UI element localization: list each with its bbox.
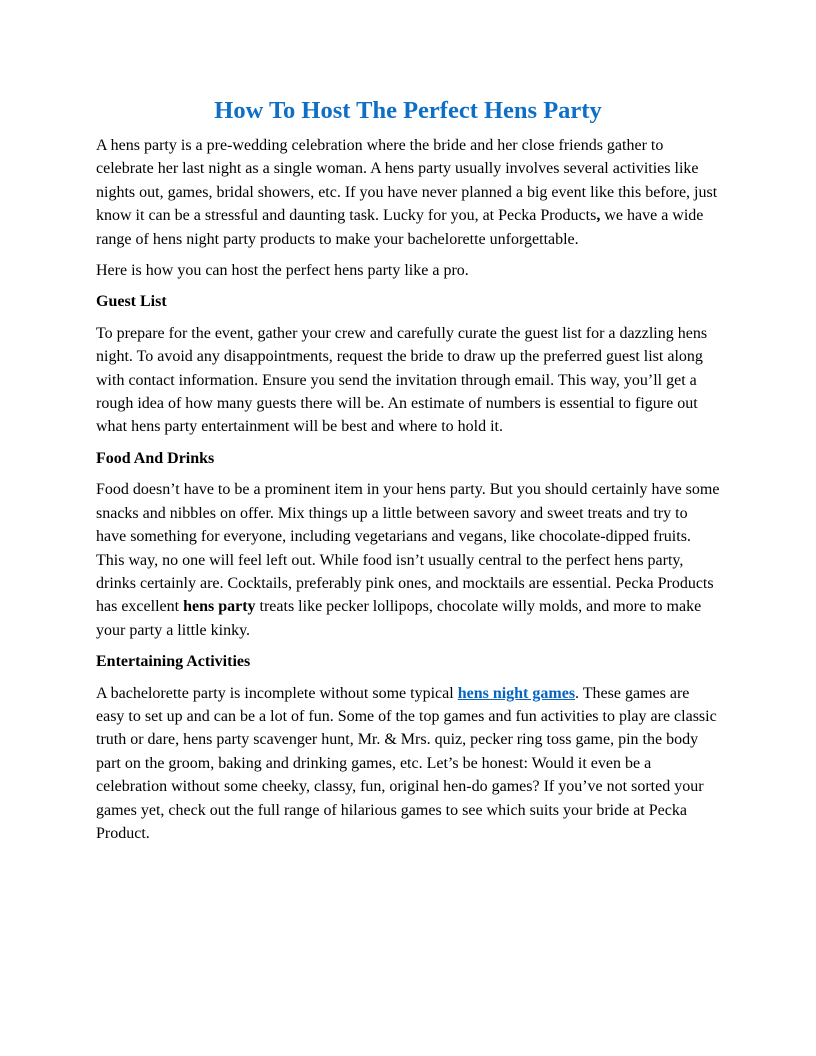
- guest-list-heading: Guest List: [96, 293, 167, 311]
- food-paragraph: [96, 478, 720, 642]
- activities-paragraph: [96, 682, 720, 846]
- activities-heading: Entertaining Activities: [96, 653, 251, 671]
- food-bold-term: hens party: [183, 598, 256, 616]
- activities-text-part2: . These games are easy to set up and can be a lot of fun. Some of the top games and fun activities to play are classic truth or dare, hens party scavenger hunt, Mr. & Mrs. quiz, pecker ring toss game, pin the body part on the groom, baking and drinking games, etc. Let’s be honest: Would it even be a celebration without some cheeky, classy, fun, original hen-do games? If you’ve not sorted your games yet, check out the full range of hilarious games to see which suits your bride at Pecka Product.: [96, 684, 717, 842]
- guest-list-paragraph: To prepare for the event, gather your crew and carefully curate the guest list for a dazzling hens night. To avoid any disappointments, request the bride to draw up the preferred guest list along with contact information. Ensure you send the invitation through email. This way, you’ll get a rough idea of how many guests there will be. An estimate of numbers is essential to figure out what hens party entertainment will be best and where to hold it.: [96, 324, 708, 436]
- activities-text-part1: A bachelorette party is incomplete without some typical: [96, 684, 458, 702]
- intro-bold-comma: ,: [596, 207, 601, 225]
- document-page: [96, 96, 720, 853]
- food-heading: Food And Drinks: [96, 449, 215, 467]
- food-text-part2: treats like pecker lollipops, chocolate willy molds, and more to make your party a little kinky.: [96, 598, 702, 639]
- intro-text-part2: we have a wide range of hens night party products to make your bachelorette unforgettable.: [96, 207, 704, 248]
- intro-text-part1: A hens party is a pre-wedding celebration where the bride and her close friends gather to celebrate her last night as a single woman. A hens party usually involves several activities like nights out, games, bridal showers, etc. If you have never planned a big event like this before, just know it can be a stressful and daunting task. Lucky for you, at Pecka Products: [96, 137, 718, 225]
- hens-night-games-link[interactable]: hens night games: [457, 684, 576, 702]
- food-text-part1: Food doesn’t have to be a prominent item in your hens party. But you should certainly have some snacks and nibbles on offer. Mix things up a little between savory and sweet treats and try to have something for everyone, including vegetarians and vegans, like chocolate-dipped fruits. This way, no one will feel left out. While food isn’t usually central to the perfect hens party, drinks certainly are. Cocktails, preferably pink ones, and mocktails are essential. Pecka Products has excellent: [96, 481, 720, 616]
- intro-paragraph: [96, 134, 720, 251]
- page-title: How To Host The Perfect Hens Party: [214, 97, 602, 124]
- lead-paragraph: Here is how you can host the perfect hens party like a pro.: [96, 262, 469, 280]
